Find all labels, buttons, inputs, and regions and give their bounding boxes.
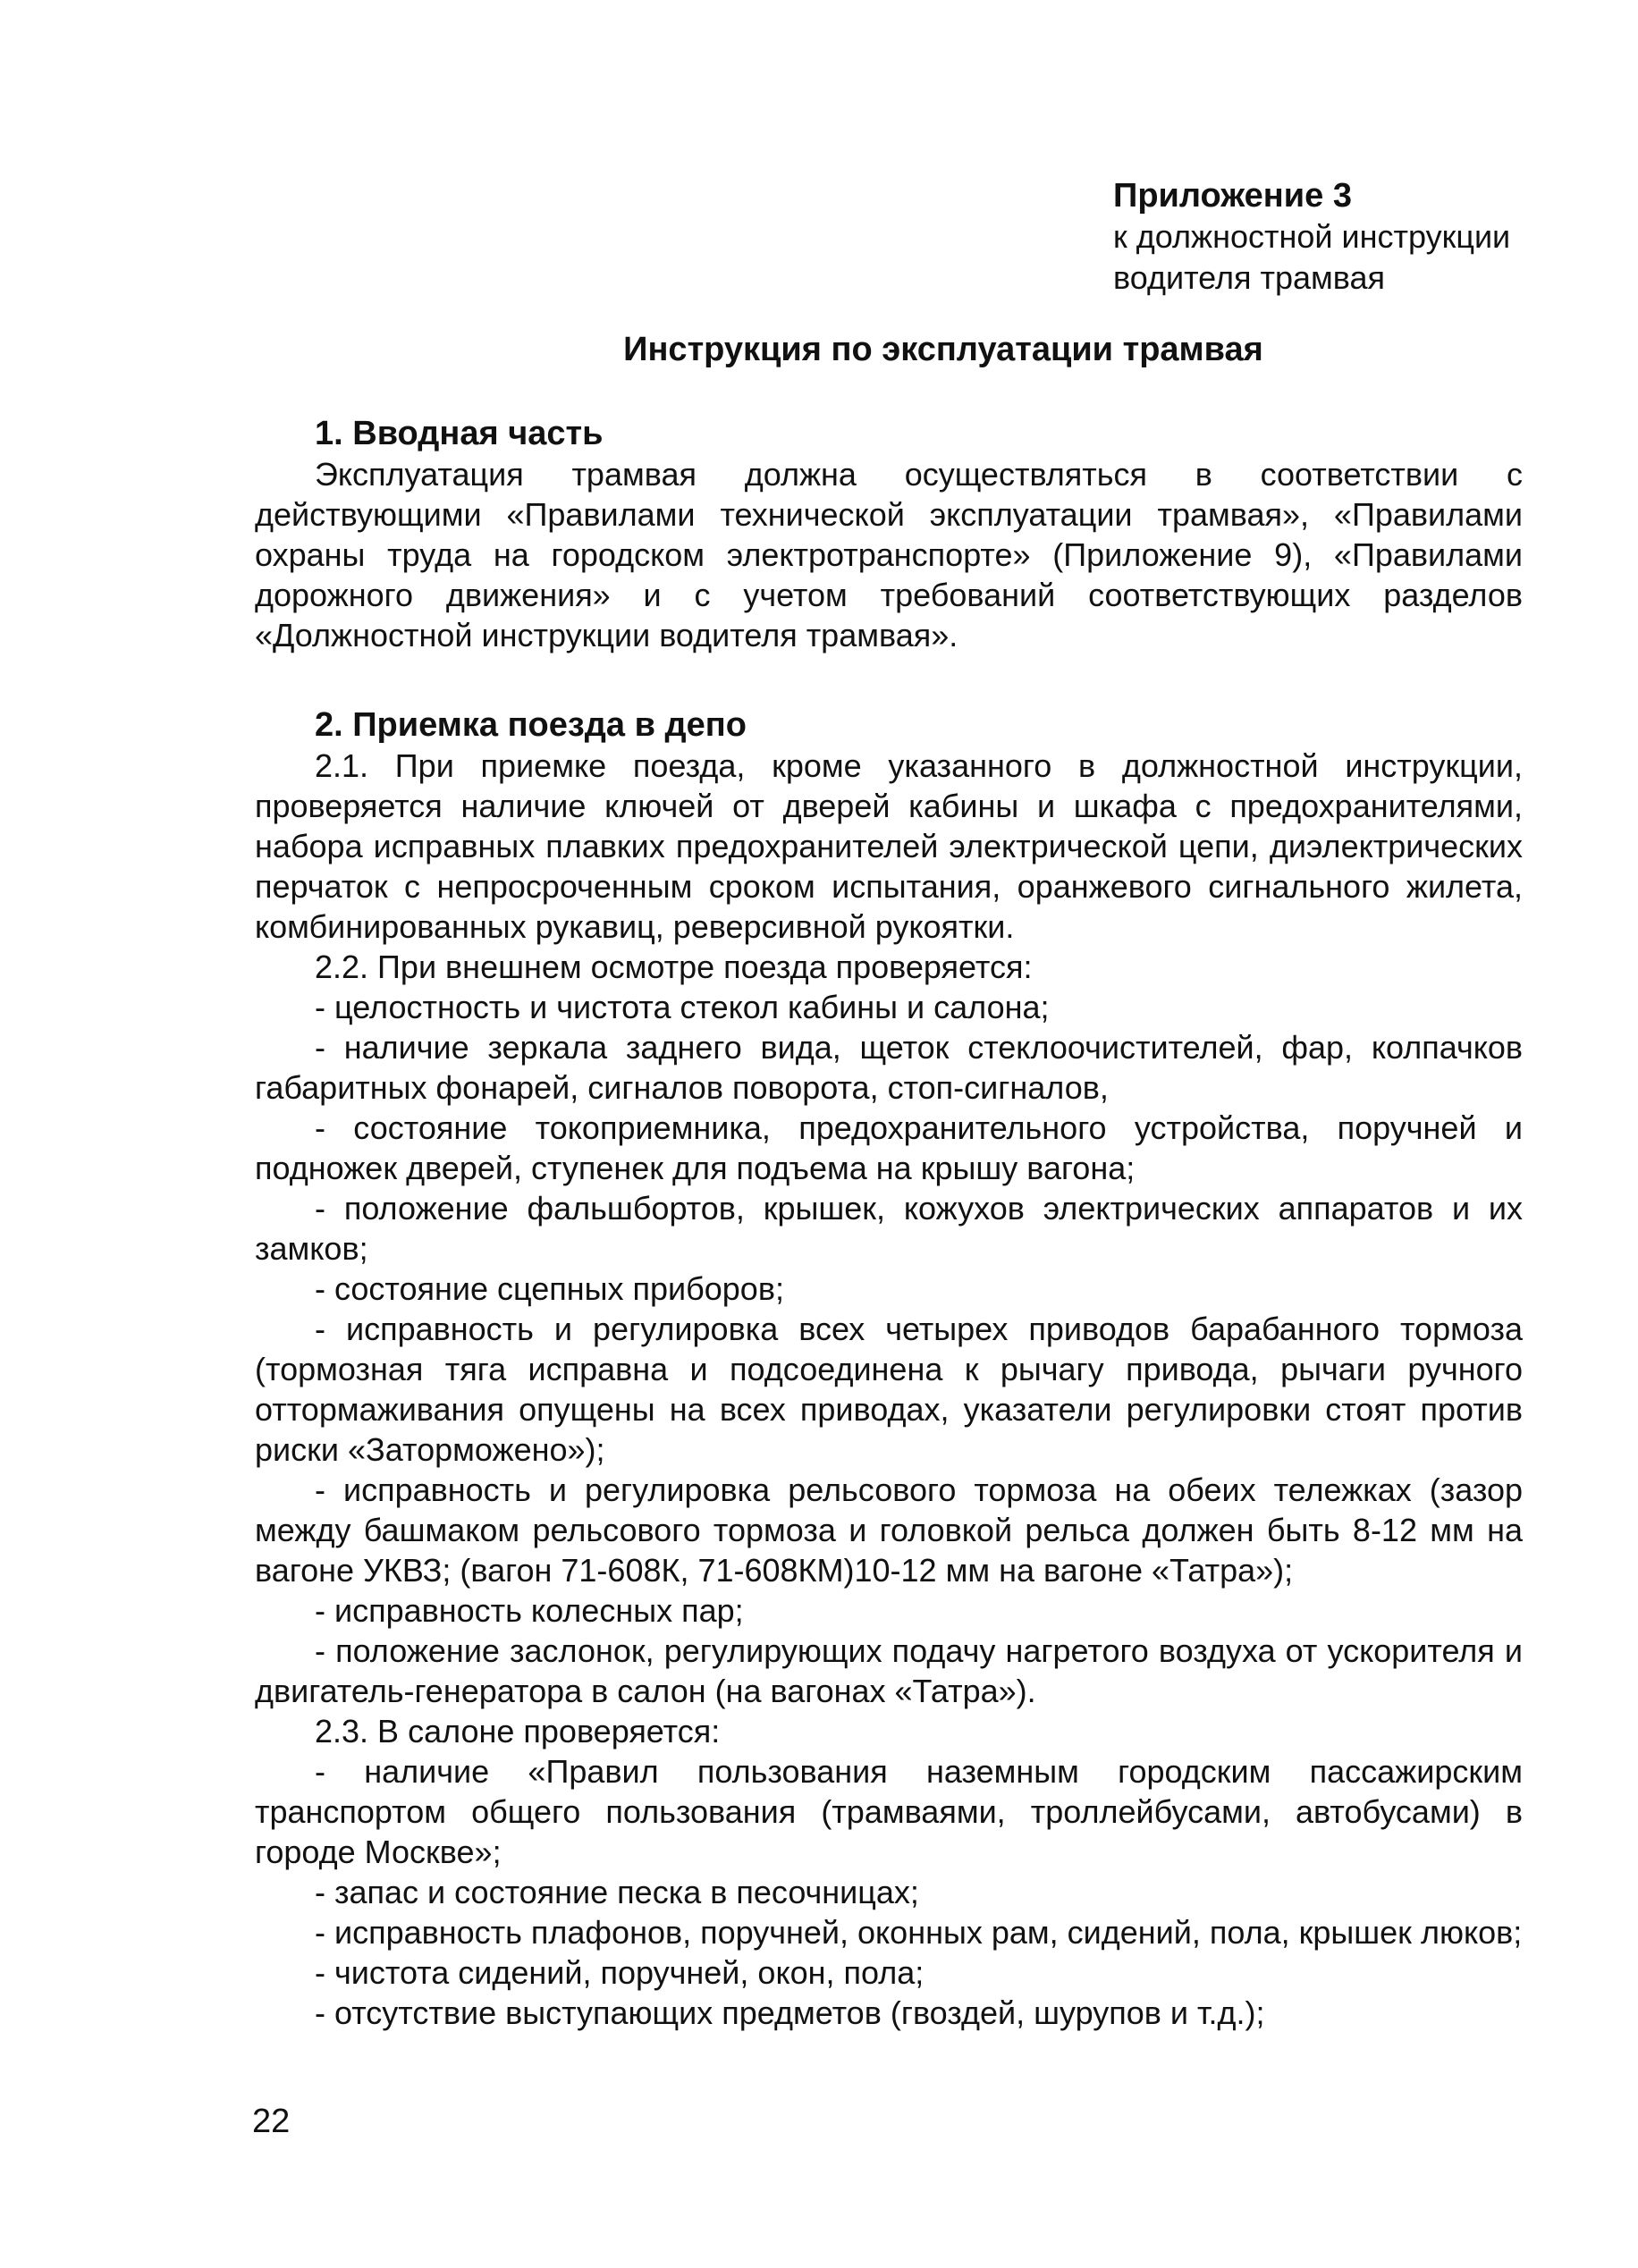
list-item: - наличие «Правил пользования наземным городским пассажирским транспортом общего пользования (трамваями, троллейбусами, автобусами) в городе Москве»; bbox=[255, 1753, 1523, 1870]
section-1-heading: 1. Вводная часть bbox=[315, 415, 604, 452]
list-item: - состояние сцепных приборов; bbox=[315, 1270, 784, 1307]
list-item: - наличие зеркала заднего вида, щеток стеклоочистителей, фар, колпачков габаритных фонарей, сигналов поворота, стоп-сигналов, bbox=[255, 1029, 1523, 1106]
list-item: - целостность и чистота стекол кабины и салона; bbox=[315, 989, 1050, 1025]
paragraph-2-2: 2.2. При внешнем осмотре поезда проверяется: bbox=[315, 949, 1033, 985]
list-item: - состояние токоприемника, предохранительного устройства, поручней и подножек дверей, ступенек для подъема на крышу вагона; bbox=[255, 1109, 1523, 1186]
list-item: - чистота сидений, поручней, окон, пола; bbox=[315, 1954, 925, 1991]
document-body bbox=[255, 413, 1523, 2033]
list-item: - запас и состояние песка в песочницах; bbox=[315, 1874, 919, 1910]
list-item: - положение фальшбортов, крышек, кожухов электрических аппаратов и их замков; bbox=[255, 1190, 1523, 1267]
list-item: - исправность и регулировка всех четырех приводов барабанного тормоза (тормозная тяга исправна и подсоединена к рычагу привода, рычаги ручного оттормаживания опущены на всех приводах, указатели регулировки стоят против риски «Заторможено»); bbox=[255, 1311, 1523, 1468]
section-2-heading: 2. Приемка поезда в депо bbox=[315, 706, 747, 744]
appendix-header bbox=[1113, 175, 1614, 299]
paragraph-2-1: 2.1. При приемке поезда, кроме указанного в должностной инструкции, проверяется наличие ключей от дверей кабины и шкафа с предохранителями, набора исправных плавких предохранителей электрической цепи, диэлектрических перчаток с непросроченным сроком испытания, оранжевого сигнального жилета, комбинированных рукавиц, реверсивной рукоятки. bbox=[255, 747, 1523, 945]
list-item: - исправность колесных пар; bbox=[315, 1592, 744, 1629]
section-1-text: Эксплуатация трамвая должна осуществляться в соответствии с действующими «Правилами технической эксплуатации трамвая», «Правилами охраны труда на городском электротранспорте» (Приложение 9), «Правилами дорожного движения» и с учетом требований соответствующих разделов «Должностной инструкции водителя трамвая». bbox=[255, 456, 1523, 653]
appendix-line-1: к должностной инструкции bbox=[1113, 218, 1511, 255]
page-number: 22 bbox=[252, 2103, 291, 2140]
document-title: Инструкция по эксплуатации трамвая bbox=[623, 331, 1263, 368]
appendix-line-2: водителя трамвая bbox=[1113, 259, 1385, 296]
list-item: - положение заслонок, регулирующих подачу нагретого воздуха от ускорителя и двигатель-генератора в салон (на вагонах «Татра»). bbox=[255, 1632, 1523, 1709]
list-item: - исправность плафонов, поручней, оконных рам, сидений, пола, крышек люков; bbox=[315, 1914, 1523, 1951]
list-item: - отсутствие выступающих предметов (гвоздей, шурупов и т.д.); bbox=[315, 1994, 1265, 2031]
appendix-title: Приложение 3 bbox=[1113, 177, 1352, 215]
list-item: - исправность и регулировка рельсового тормоза на обеих тележках (зазор между башмаком рельсового тормоза и головкой рельса должен быть 8-12 мм на вагоне УКВЗ; (вагон 71-608К, 71-608КМ)10-12 мм на вагоне «Татра»); bbox=[255, 1471, 1523, 1589]
section-spacer bbox=[255, 655, 1523, 704]
paragraph-2-3: 2.3. В салоне проверяется: bbox=[315, 1713, 721, 1749]
